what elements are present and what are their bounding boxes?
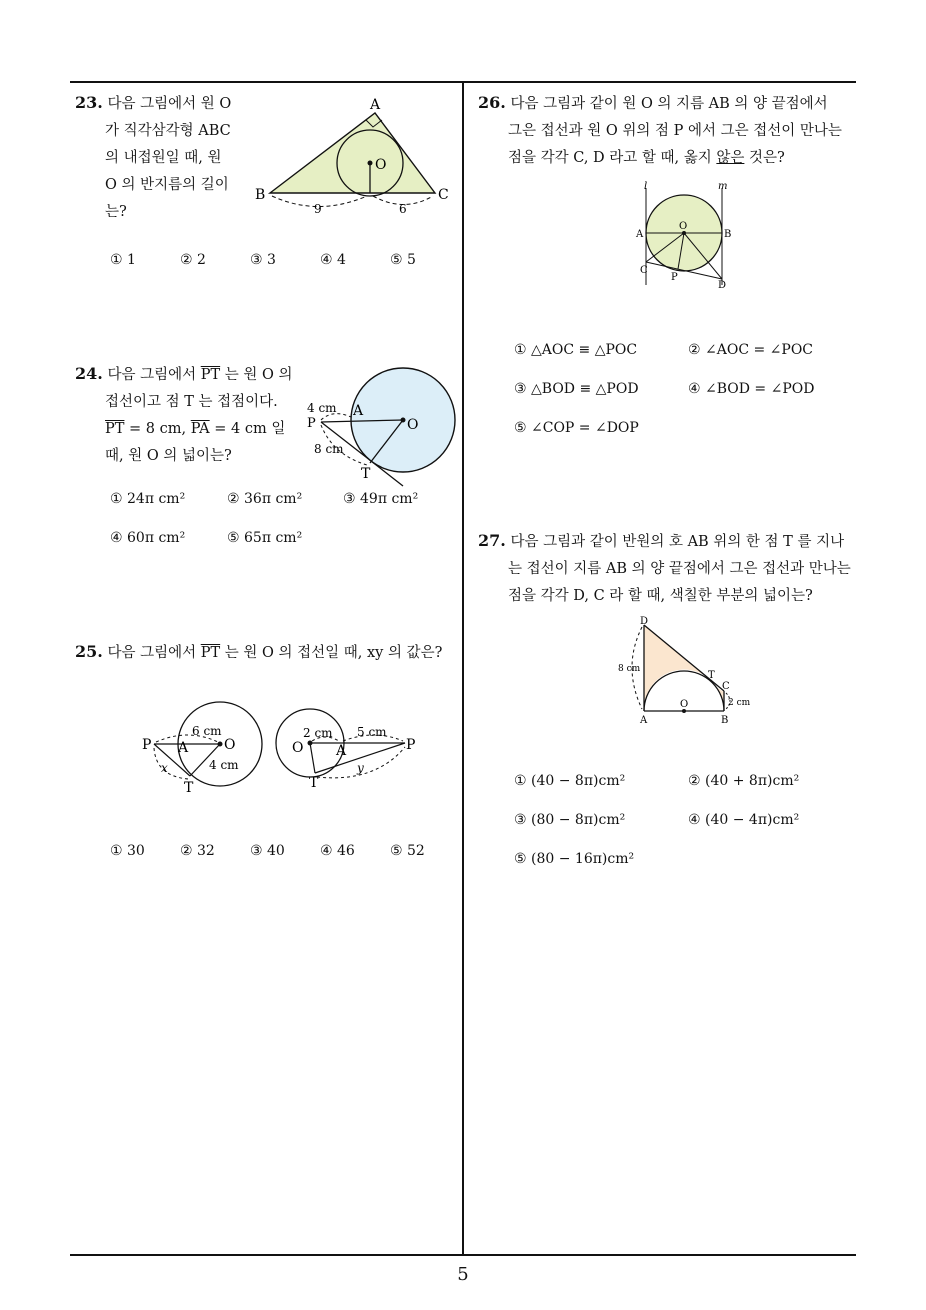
svg-text:O: O: [407, 417, 419, 433]
question-number: 23.: [75, 93, 103, 112]
q25-option-4[interactable]: ④ 46: [320, 843, 355, 859]
figure-27: [612, 615, 757, 730]
question-25-text: 25. 다음 그림에서 $\overline{PT}$ 는 원 O 의 접선일 때, xy 의 값은?: [75, 642, 443, 661]
question-27: [478, 527, 868, 610]
svg-text:B: B: [724, 229, 732, 240]
svg-text:O: O: [292, 740, 304, 756]
svg-text:D: D: [640, 616, 649, 627]
svg-text:l: l: [644, 181, 648, 192]
svg-text:6 cm: 6 cm: [192, 724, 222, 738]
figure-26: [630, 180, 740, 295]
svg-text:C: C: [640, 265, 648, 276]
svg-text:P: P: [406, 737, 416, 753]
svg-text:O: O: [224, 737, 236, 753]
svg-text:A: A: [640, 715, 648, 726]
q25-option-1[interactable]: ① 30: [110, 843, 145, 859]
question-23: [75, 89, 245, 226]
svg-text:P: P: [671, 272, 678, 283]
svg-text:y: y: [357, 761, 364, 775]
q23-option-1[interactable]: ① 1: [110, 252, 136, 268]
svg-text:T: T: [708, 670, 715, 681]
shaded-region: [644, 625, 712, 711]
q26-option-4[interactable]: ④ ∠BOD = ∠POD: [688, 381, 815, 397]
bottom-rule: [70, 1254, 856, 1256]
svg-text:5 cm: 5 cm: [357, 725, 387, 739]
svg-text:4 cm: 4 cm: [209, 758, 239, 772]
svg-text:9: 9: [314, 202, 322, 216]
svg-text:2 cm: 2 cm: [728, 698, 751, 708]
q23-option-3[interactable]: ③ 3: [250, 252, 276, 268]
figure-23: [252, 95, 457, 220]
question-number: 25.: [75, 642, 103, 661]
svg-text:P: P: [142, 737, 152, 753]
svg-text:C: C: [438, 187, 449, 203]
question-24-text: 24. 다음 그림에서 $\overline{PT}$ 는 원 O 의 접선이고 점 T 는 접점이다. $\overline{PT} = 8$ cm, $\overline{PA} = 4$ cm 일 때, 원 O 의 넓이는?: [75, 364, 293, 464]
svg-text:A: A: [178, 740, 189, 756]
q23-option-4[interactable]: ④ 4: [320, 252, 346, 268]
q24-option-5[interactable]: ⑤ 65π cm²: [227, 530, 303, 546]
svg-text:D: D: [718, 280, 727, 291]
svg-text:T: T: [184, 780, 194, 796]
q26-option-1[interactable]: ① △AOC ≡ △POC: [514, 342, 638, 358]
question-26: [478, 89, 868, 172]
svg-text:P: P: [307, 416, 316, 431]
svg-text:B: B: [721, 715, 729, 726]
svg-text:4 cm: 4 cm: [307, 401, 337, 415]
svg-text:A: A: [370, 97, 381, 113]
svg-text:8 cm: 8 cm: [314, 442, 344, 456]
svg-text:T: T: [361, 466, 371, 482]
page-number: 5: [457, 1264, 469, 1285]
svg-text:x: x: [161, 761, 168, 775]
svg-text:A: A: [336, 743, 347, 759]
q27-option-2[interactable]: ② (40 + 8π)cm²: [688, 773, 800, 789]
q24-option-2[interactable]: ② 36π cm²: [227, 491, 303, 507]
question-24: [75, 360, 305, 470]
q27-option-1[interactable]: ① (40 − 8π)cm²: [514, 773, 626, 789]
svg-text:O: O: [375, 157, 387, 173]
q27-option-3[interactable]: ③ (80 − 8π)cm²: [514, 812, 626, 828]
figure-25-right: [275, 705, 425, 795]
question-27-text: 27. 다음 그림과 같이 반원의 호 AB 위의 한 점 T 를 지나 는 접선이 지름 AB 의 양 끝점에서 그은 접선과 만나는 점을 각각 D, C 라 할 때, 색칠한 부분의 넓이는?: [478, 531, 851, 604]
q26-option-5[interactable]: ⑤ ∠COP = ∠DOP: [514, 420, 639, 436]
svg-text:A: A: [636, 229, 644, 240]
triangle-abc: [270, 113, 435, 193]
q25-option-3[interactable]: ③ 40: [250, 843, 285, 859]
q24-option-1[interactable]: ① 24π cm²: [110, 491, 186, 507]
q23-option-2[interactable]: ② 2: [180, 252, 206, 268]
q24-option-3[interactable]: ③ 49π cm²: [343, 491, 419, 507]
q27-option-4[interactable]: ④ (40 − 4π)cm²: [688, 812, 800, 828]
svg-text:6: 6: [399, 202, 407, 216]
question-number: 27.: [478, 531, 506, 550]
column-divider: [462, 82, 464, 1256]
q23-option-5[interactable]: ⑤ 5: [390, 252, 416, 268]
svg-text:O: O: [680, 699, 689, 710]
svg-text:2 cm: 2 cm: [303, 726, 333, 740]
question-25: [75, 638, 465, 667]
svg-text:O: O: [679, 221, 688, 232]
svg-text:m: m: [718, 181, 728, 192]
question-number: 26.: [478, 93, 506, 112]
q24-option-4[interactable]: ④ 60π cm²: [110, 530, 186, 546]
question-26-text: 26. 다음 그림과 같이 원 O 의 지름 AB 의 양 끝점에서 그은 접선과 원 O 위의 점 P 에서 그은 접선이 만나는 점을 각각 C, D 라고 할 때, 옳지 않은 것은?: [478, 93, 842, 166]
question-23-text: 23. 다음 그림에서 원 O 가 직각삼각형 ABC 의 내접원일 때, 원 O 의 반지름의 길이 는?: [75, 93, 232, 220]
q25-option-2[interactable]: ② 32: [180, 843, 215, 859]
question-number: 24.: [75, 364, 103, 383]
svg-text:8 cm: 8 cm: [618, 664, 641, 674]
q26-option-3[interactable]: ③ △BOD ≡ △POD: [514, 381, 639, 397]
q27-option-5[interactable]: ⑤ (80 − 16π)cm²: [514, 851, 635, 867]
svg-text:T: T: [309, 775, 319, 791]
svg-text:C: C: [722, 681, 730, 692]
svg-text:A: A: [353, 403, 364, 419]
q26-option-2[interactable]: ② ∠AOC = ∠POC: [688, 342, 814, 358]
figure-25-left: [140, 700, 270, 800]
q25-option-5[interactable]: ⑤ 52: [390, 843, 425, 859]
figure-24: [303, 365, 461, 490]
svg-text:B: B: [255, 187, 266, 203]
